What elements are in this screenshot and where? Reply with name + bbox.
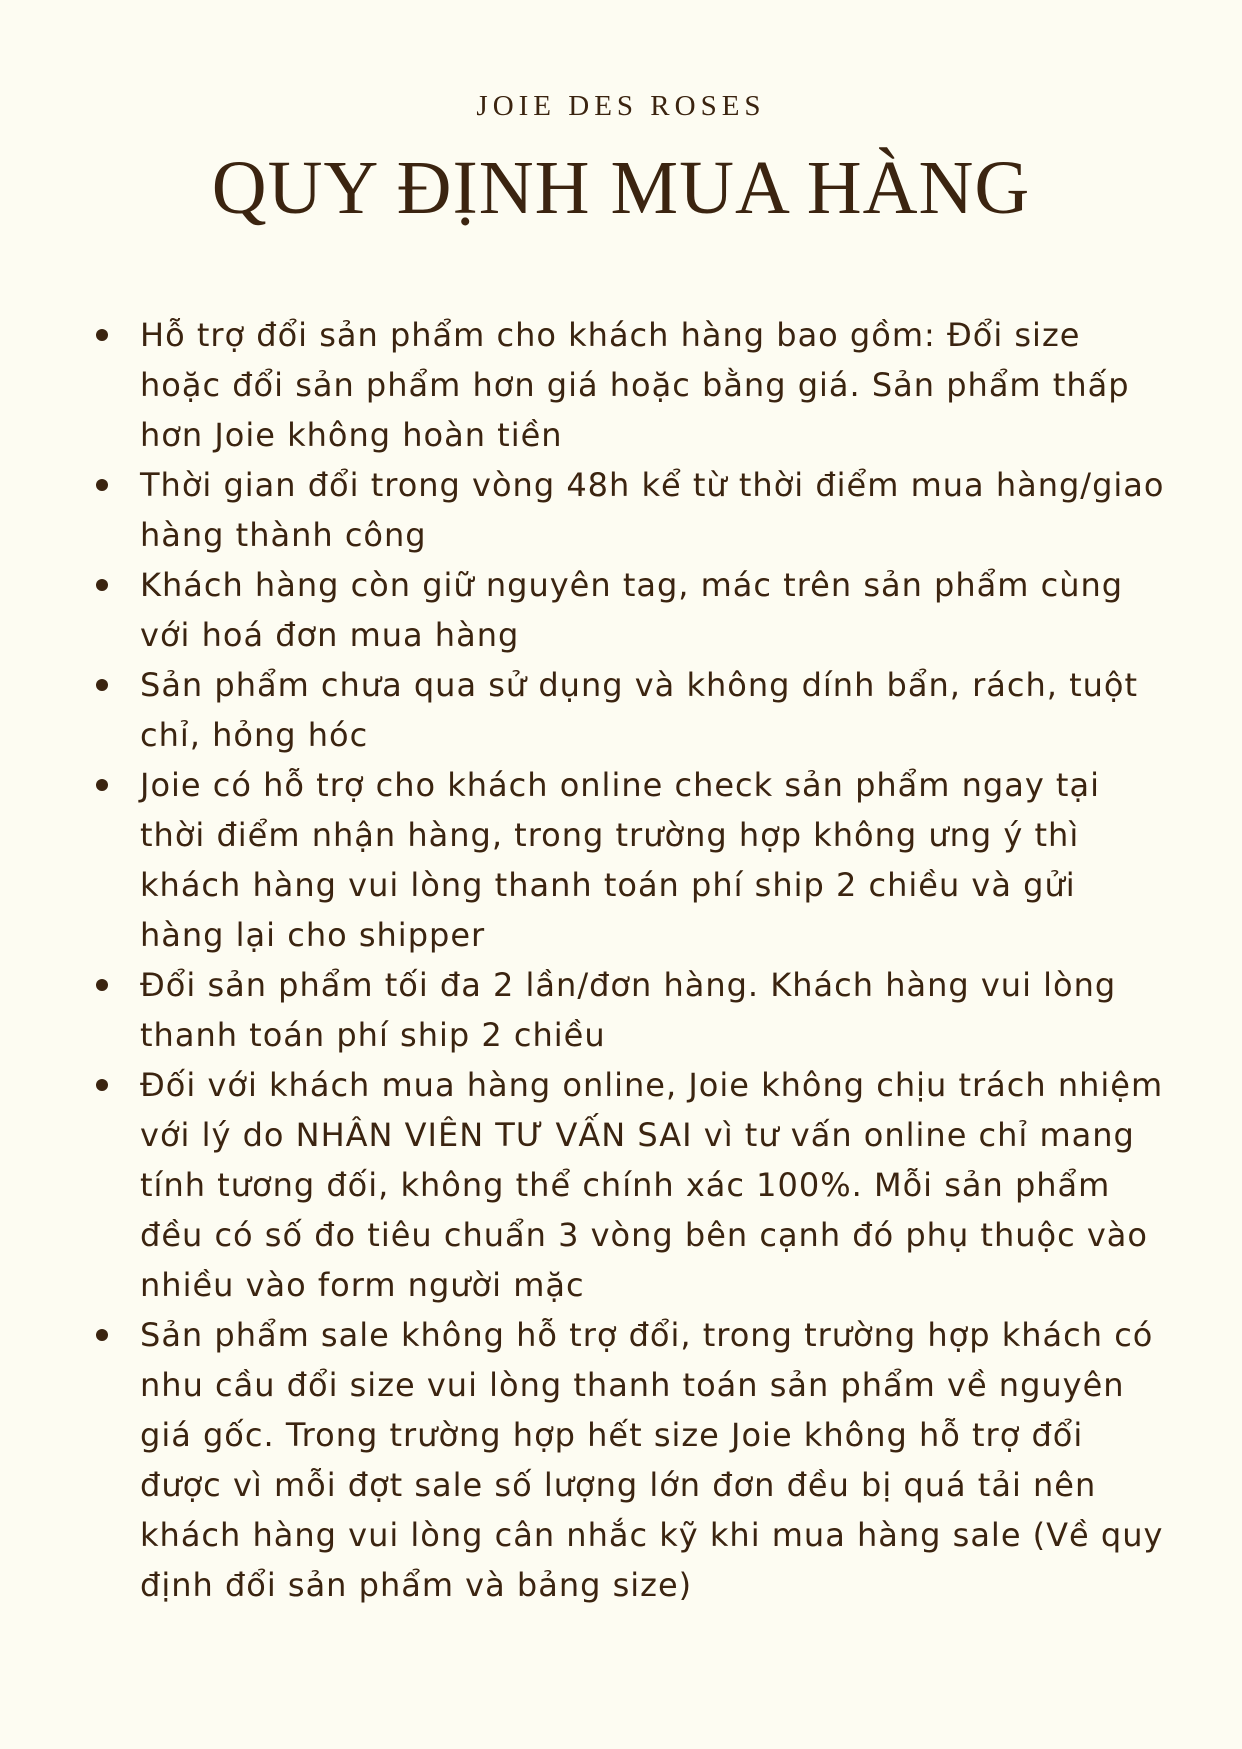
rule-text: Thời gian đổi trong vòng 48h kể từ thời điểm mua hàng/giao hàng thành công (140, 466, 1165, 554)
bullet-icon (96, 1079, 108, 1091)
rule-item (90, 460, 1170, 560)
bullet-icon (96, 679, 108, 691)
bullet-icon (96, 779, 108, 791)
rule-text: Khách hàng còn giữ nguyên tag, mác trên sản phẩm cùng với hoá đơn mua hàng (140, 566, 1124, 654)
rule-item (90, 660, 1170, 760)
rule-item (90, 760, 1170, 960)
rule-text: Sản phẩm sale không hỗ trợ đổi, trong trường hợp khách có nhu cầu đổi size vui lòng thanh toán sản phẩm về nguyên giá gốc. Trong trường hợp hết size Joie không hỗ trợ đổi được vì mỗi đợt sale số lượng lớn đơn đều bị quá tải nên khách hàng vui lòng cân nhắc kỹ khi mua hàng sale (Về quy định đổi sản phẩm và bảng size) (140, 1316, 1164, 1604)
bullet-icon (96, 479, 108, 491)
bullet-icon (96, 979, 108, 991)
rule-item (90, 960, 1170, 1060)
bullet-icon (96, 329, 108, 341)
rule-text: Sản phẩm chưa qua sử dụng và không dính bẩn, rách, tuột chỉ, hỏng hóc (140, 666, 1139, 754)
brand-name: JOIE DES ROSES (476, 90, 766, 122)
bullet-icon (96, 579, 108, 591)
rule-item (90, 1310, 1170, 1610)
bullet-icon (96, 1329, 108, 1341)
rule-text: Đối với khách mua hàng online, Joie không chịu trách nhiệm với lý do NHÂN VIÊN TƯ VẤN SAI vì tư vấn online chỉ mang tính tương đối, không thể chính xác 100%. Mỗi sản phẩm đều có số đo tiêu chuẩn 3 vòng bên cạnh đó phụ thuộc vào nhiều vào form người mặc (140, 1066, 1164, 1304)
rule-item (90, 560, 1170, 660)
rule-item (90, 1060, 1170, 1310)
rule-text: Hỗ trợ đổi sản phẩm cho khách hàng bao gồm: Đổi size hoặc đổi sản phẩm hơn giá hoặc bằng giá. Sản phẩm thấp hơn Joie không hoàn tiền (140, 316, 1130, 454)
page-title: QUY ĐỊNH MUA HÀNG (211, 146, 1031, 230)
rules-list (90, 310, 1170, 1610)
rule-text: Đổi sản phẩm tối đa 2 lần/đơn hàng. Khách hàng vui lòng thanh toán phí ship 2 chiều (140, 966, 1117, 1054)
rule-item (90, 310, 1170, 460)
rule-text: Joie có hỗ trợ cho khách online check sản phẩm ngay tại thời điểm nhận hàng, trong trường hợp không ưng ý thì khách hàng vui lòng thanh toán phí ship 2 chiều và gửi hàng lại cho shipper (140, 766, 1100, 954)
